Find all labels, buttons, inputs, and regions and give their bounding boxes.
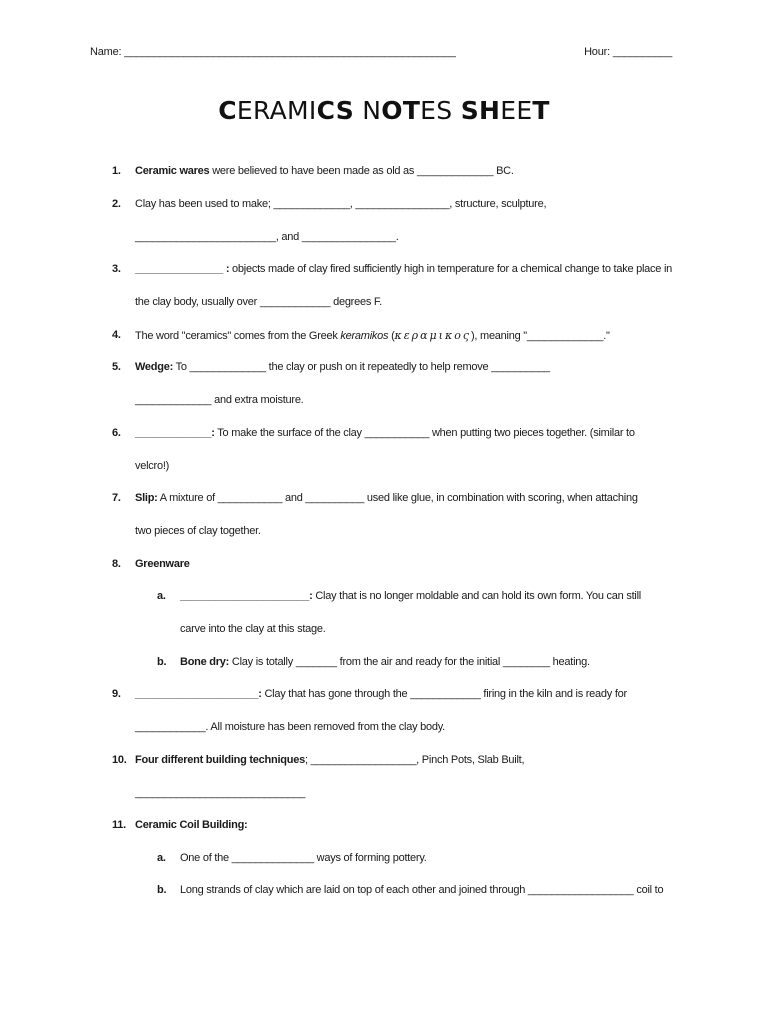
question-number: 7.: [112, 492, 121, 504]
term: ______________________:: [180, 590, 313, 602]
sub-text: carve into the clay at this stage.: [180, 623, 326, 635]
sub-letter: b.: [157, 656, 167, 668]
sub-text: Long strands of clay which are laid on top of each other and joined through __________________ coil to: [180, 884, 664, 896]
sub-letter: a.: [157, 590, 166, 602]
title-part: SH: [460, 96, 501, 125]
term: _____________________:: [135, 688, 262, 700]
question-number: 11.: [112, 819, 126, 831]
question-number: 5.: [112, 361, 121, 373]
question-text: [135, 165, 514, 178]
question-number: 8.: [112, 558, 121, 570]
question-number: 9.: [112, 688, 121, 700]
question-text: ____________. All moisture has been removed from the clay body.: [135, 721, 445, 733]
question-text: [135, 754, 524, 767]
text: A mixture of ___________ and __________ used like glue, in combination with scoring, when attaching: [157, 492, 638, 504]
sub-text: [180, 590, 641, 603]
term: Ceramic wares: [135, 165, 210, 177]
question-text: ________________________, and ________________.: [135, 231, 399, 243]
question-text: _____________________________: [135, 787, 306, 799]
question-text: [135, 361, 550, 374]
text: Clay that is no longer moldable and can hold its own form. You can still: [312, 590, 641, 602]
title-part: O: [381, 96, 403, 125]
title-part: C: [218, 96, 237, 125]
text: To _____________ the clay or push on it repeatedly to help remove __________: [173, 361, 550, 373]
term: Bone dry:: [180, 656, 230, 668]
title-part: N: [354, 96, 382, 125]
term: Four different building techniques: [135, 754, 305, 766]
question-text: [135, 329, 610, 343]
text: Clay is totally _______ from the air and ready for the initial ________ heating.: [229, 656, 590, 668]
question-number: 3.: [112, 263, 121, 275]
sub-letter: a.: [157, 852, 166, 864]
question-number: 4.: [112, 329, 121, 341]
text: To make the surface of the clay ___________ when putting two pieces together. (similar to: [214, 427, 635, 439]
greek-word: κεραμικος: [394, 329, 471, 342]
text: were believed to have been made as old as _____________ BC.: [209, 165, 514, 177]
sub-letter: b.: [157, 884, 167, 896]
term: keramikos: [340, 330, 389, 342]
name-field: Name: ________________________________________________________: [90, 46, 456, 58]
question-text: [135, 492, 638, 505]
text: Clay that has gone through the ____________ firing in the kiln and is ready for: [261, 688, 627, 700]
question-number: 2.: [112, 198, 121, 210]
question-text: velcro!): [135, 460, 170, 472]
question-text: [135, 263, 672, 276]
text: ; __________________, Pinch Pots, Slab Built,: [304, 754, 525, 766]
text: ), meaning "_____________.": [471, 330, 610, 342]
title-part: ES: [420, 96, 461, 125]
term: Slip:: [135, 492, 158, 504]
title-part: CS: [316, 96, 354, 125]
title-part: EE: [500, 96, 533, 125]
title-part: T: [532, 96, 550, 125]
question-text: Ceramic Coil Building:: [135, 819, 248, 831]
question-text: [135, 427, 635, 440]
text: (: [388, 330, 395, 342]
title-part: ERAMI: [236, 96, 317, 125]
question-text: Greenware: [135, 558, 190, 570]
question-text: [135, 688, 627, 701]
question-number: 6.: [112, 427, 121, 439]
question-text: two pieces of clay together.: [135, 525, 261, 537]
term: Wedge:: [135, 361, 174, 373]
page-title: [0, 96, 768, 125]
sub-text: One of the ______________ ways of forming pottery.: [180, 852, 427, 864]
question-text: _____________ and extra moisture.: [135, 394, 304, 406]
question-number: 1.: [112, 165, 121, 177]
term: _____________:: [135, 427, 215, 439]
question-text: the clay body, usually over ____________ degrees F.: [135, 296, 382, 308]
text: objects made of clay fired sufficiently high in temperature for a chemical change to take place in: [229, 263, 673, 275]
question-text: Clay has been used to make; _____________, ________________, structure, sculpture,: [135, 198, 547, 210]
question-number: 10.: [112, 754, 127, 766]
term: _______________ :: [135, 263, 230, 275]
title-part: T: [402, 96, 421, 125]
sub-text: [180, 656, 590, 669]
hour-field: Hour: __________: [584, 46, 672, 58]
text: The word "ceramics" comes from the Greek: [135, 330, 341, 342]
